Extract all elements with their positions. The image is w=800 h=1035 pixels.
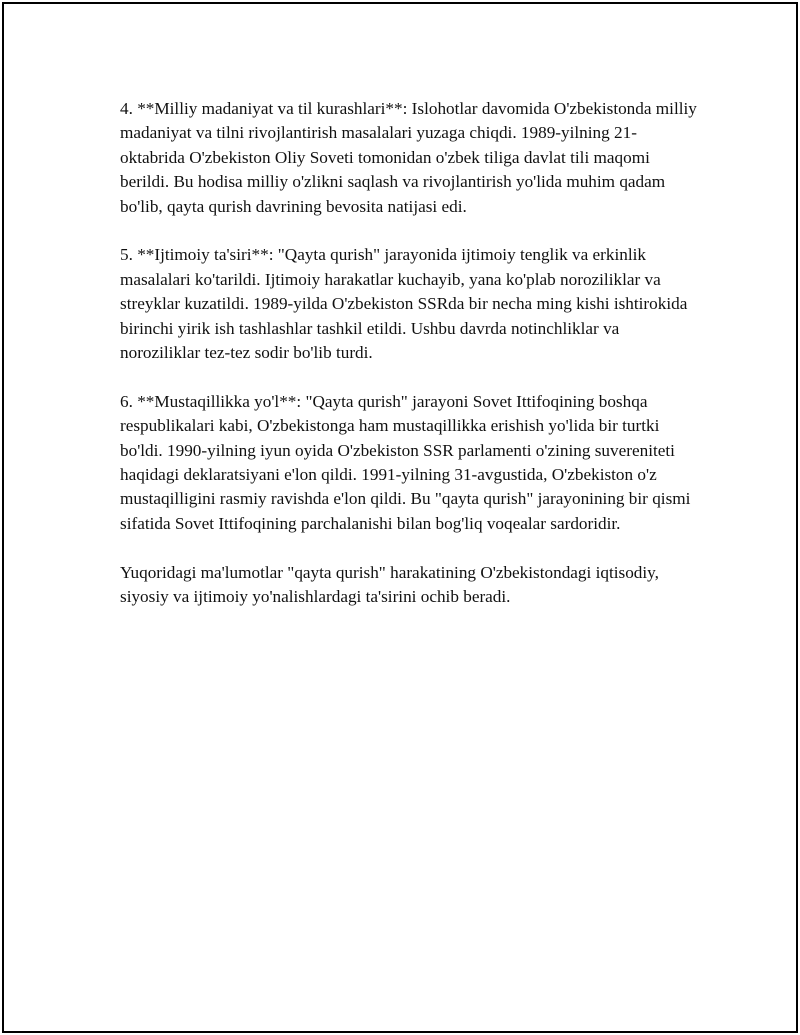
paragraph-conclusion: Yuqoridagi ma'lumotlar "qayta qurish" harakatining O'zbekistondagi iqtisodiy, siyosiy va ijtimoiy yo'nalishlardagi ta'sirini ochib beradi. [120,562,659,607]
paragraph-mustaqillikka-yol: 6. **Mustaqillikka yo'l**: "Qayta qurish" jarayoni Sovet Ittifoqining boshqa respublikalari kabi, O'zbekistonga ham mustaqillikka erishish yo'lida bir turtki bo'ldi. 1990-yilning iyun oyida O'zbekiston SSR parlamenti o'zining suvereniteti haqidagi deklaratsiyani e'lon qildi. 1991-yilning 31-avgustida, O'zbekiston o'z mustaqilligini rasmiy ravishda e'lon qildi. Bu "qayta qurish" jarayonining bir qismi sifatida Sovet Ittifoqining parchalanishi bilan bog'liq voqealar sardoridir. [120,391,691,533]
paragraph-milliy-madaniyat: 4. **Milliy madaniyat va til kurashlari**: Islohotlar davomida O'zbekistonda milliy madaniyat va tilni rivojlantirish masalalari yuzaga chiqdi. 1989-yilning 21-oktabrida O'zbekiston Oliy Soveti tomonidan o'zbek tiliga davlat tili maqomi berildi. Bu hodisa milliy o'zlikni saqlash va rivojlantirish yo'lida muhim qadam bo'lib, qayta qurish davrining bevosita natijasi edi. [120,99,697,216]
document-page [2,2,798,1033]
paragraph-ijtimoiy-tasiri: 5. **Ijtimoiy ta'siri**: "Qayta qurish" jarayonida ijtimoiy tenglik va erkinlik masalalari ko'tarildi. Ijtimoiy harakatlar kuchayib, yana ko'plab noroziliklar va streyklar kuzatildi. 1989-yilda O'zbekiston SSRda bir necha ming kishi ishtirokida birinchi yirik ish tashlashlar tashkil etildi. Ushbu davrda notinchliklar va noroziliklar tez-tez sodir bo'lib turdi. [120,245,688,363]
document-body [120,97,700,634]
